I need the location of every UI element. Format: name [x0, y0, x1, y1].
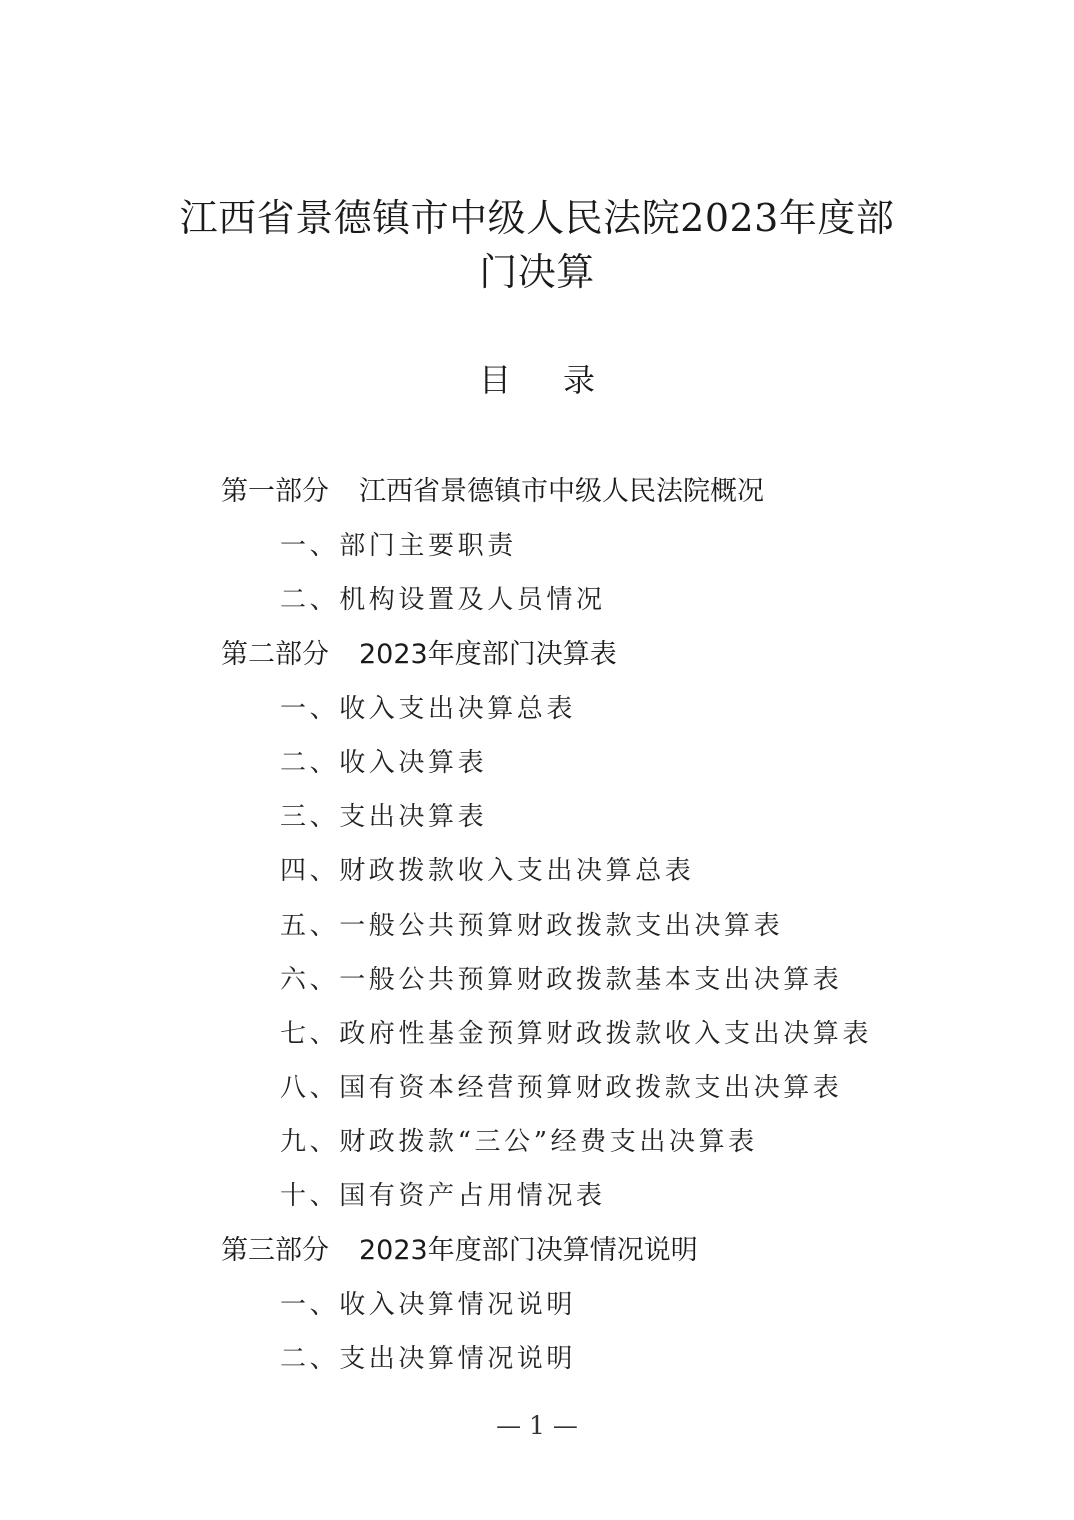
- toc-part-number: 第二部分: [221, 638, 329, 670]
- toc-heading-char-2: 录: [563, 361, 596, 399]
- document-title-line-1: 江西省景德镇市中级人民法院2023年度部: [179, 196, 895, 240]
- toc-part-title: 江西省景德镇市中级人民法院概况: [359, 476, 764, 507]
- toc-item: 七、政府性基金预算财政拨款收入支出决算表: [280, 1018, 873, 1049]
- toc-item: 三、支出决算表: [280, 802, 488, 833]
- toc-heading: [0, 355, 1074, 405]
- toc-part-1: [0, 467, 1074, 521]
- toc-part-title: 2023年度部门决算表: [359, 638, 617, 670]
- page-number: — 1 —: [496, 1411, 578, 1440]
- toc-item: 二、支出决算情况说明: [280, 1344, 577, 1374]
- toc-item: 八、国有资本经营预算财政拨款支出决算表: [280, 1073, 843, 1104]
- toc-part-3: [0, 1226, 1074, 1280]
- toc-item: 一、部门主要职责: [280, 531, 517, 562]
- table-of-contents: [0, 467, 1074, 1388]
- toc-part-number: 第一部分: [221, 476, 329, 507]
- toc-item: 九、财政拨款“三公”经费支出决算表: [280, 1127, 758, 1158]
- toc-item: 二、收入决算表: [280, 747, 488, 778]
- toc-part-title: 2023年度部门决算情况说明: [359, 1234, 698, 1266]
- toc-item: 一、收入决算情况说明: [280, 1289, 577, 1320]
- toc-item: 五、一般公共预算财政拨款支出决算表: [280, 910, 784, 941]
- toc-item: 二、机构设置及人员情况: [280, 585, 606, 616]
- toc-item: 一、收入支出决算总表: [280, 693, 577, 724]
- toc-heading-char-1: 目: [478, 361, 511, 399]
- toc-item: 六、一般公共预算财政拨款基本支出决算表: [280, 964, 843, 995]
- document-title-line-2: 门决算: [479, 250, 595, 294]
- toc-item: 四、财政拨款收入支出决算总表: [280, 856, 695, 887]
- toc-item: 十、国有资产占用情况表: [280, 1181, 606, 1212]
- toc-part-number: 第三部分: [221, 1234, 329, 1266]
- toc-part-2: [0, 630, 1074, 684]
